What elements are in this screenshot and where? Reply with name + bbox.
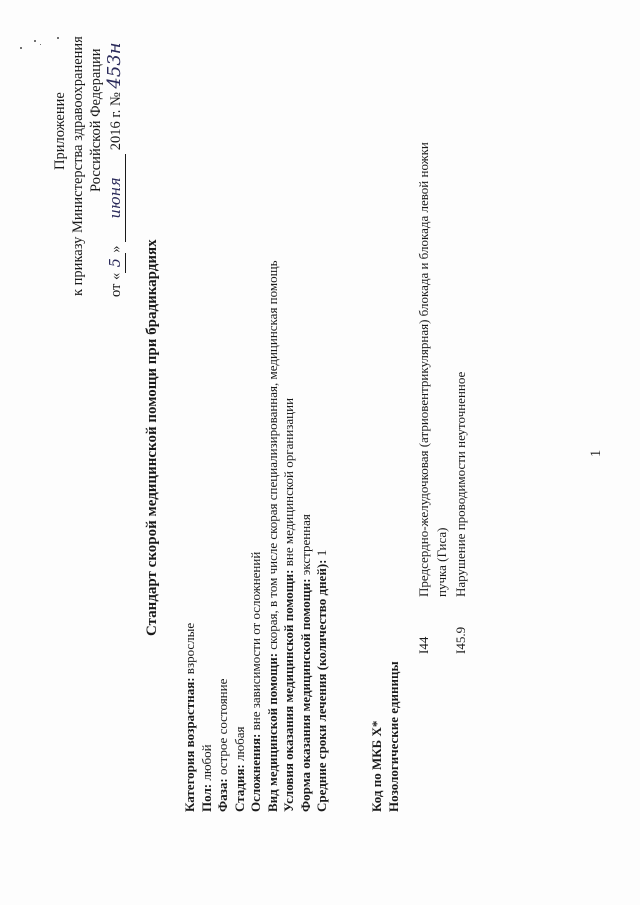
- mkb-nosology-label: Нозологические единицы: [386, 661, 401, 812]
- meta-list: [182, 260, 331, 812]
- appendix-date-line: от «5» июня 2016 г. № 453н: [104, 42, 125, 297]
- meta-sex: Пол: любой: [198, 744, 214, 812]
- order-number: 453н: [104, 42, 125, 89]
- date-day: 5: [108, 253, 126, 273]
- mkb-row-code: I45.9: [453, 626, 468, 654]
- meta-complications: Осложнения: вне зависимости от осложнений: [248, 551, 263, 812]
- mkb-row-text: Предсердно-желудочковая (атриовентрикулярная) блокада и блокада левой ножки: [416, 142, 431, 597]
- meta-care-type: Вид медицинской помощи: скорая, в том числе скорая специализированная, медицинская помощь: [264, 260, 280, 812]
- meta-stage: Стадия: любая: [231, 726, 247, 812]
- appendix-order-line: к приказу Министерства здравоохранения: [70, 36, 86, 296]
- date-month: июня: [108, 154, 126, 242]
- standard-title: Стандарт скорой медицинской помощи при брадикардиях: [144, 239, 160, 636]
- appendix-title: Приложение: [52, 92, 68, 170]
- meta-treatment-days: Средние сроки лечения (количество дней): 1: [314, 549, 329, 812]
- meta-care-form: Форма оказания медицинской помощи: экстренная: [297, 514, 313, 812]
- mkb-code-label: Код по МКБ Х*: [369, 720, 384, 812]
- mkb-row-text: Нарушение проводимости неуточненное: [453, 371, 468, 597]
- appendix-federation-line: Российской Федерации: [88, 48, 104, 192]
- mkb-row-text-cont: пучка (Гиса): [434, 527, 449, 597]
- mkb-row-code: I44: [416, 636, 431, 654]
- meta-age-category: Категория возрастная: взрослые: [182, 622, 197, 812]
- meta-phase: Фаза: острое состояние: [215, 678, 230, 812]
- page-number: 1: [588, 449, 604, 457]
- meta-care-conditions: Условия оказания медицинской помощи: вне медицинской организации: [281, 397, 296, 812]
